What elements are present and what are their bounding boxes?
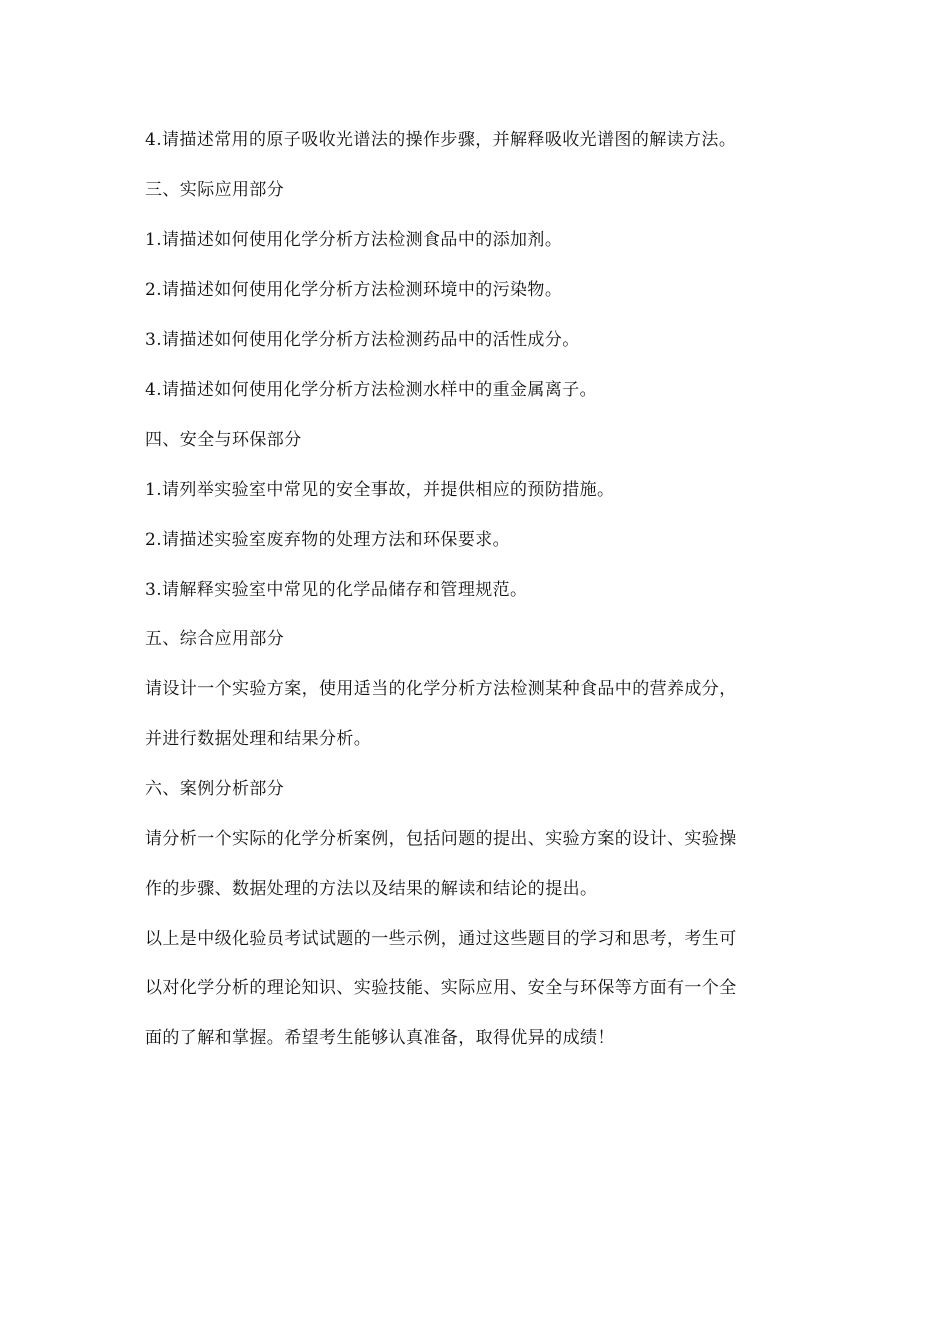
safety-question-1: 1.请列举实验室中常见的安全事故，并提供相应的预防措施。 [145,480,615,500]
section-heading-case-analysis: 六、案例分析部分 [145,779,285,799]
practical-question-4: 4.请描述如何使用化学分析方法检测水样中的重金属离子。 [145,380,598,400]
practical-question-3: 3.请描述如何使用化学分析方法检测药品中的活性成分。 [145,330,580,350]
comprehensive-question-line-2: 并进行数据处理和结果分析。 [145,729,372,749]
safety-question-3: 3.请解释实验室中常见的化学品储存和管理规范。 [145,580,528,600]
conclusion-line-3: 面的了解和掌握。希望考生能够认真准备，取得优异的成绩！ [145,1028,615,1048]
practical-question-2: 2.请描述如何使用化学分析方法检测环境中的污染物。 [145,280,563,300]
conclusion-line-2: 以对化学分析的理论知识、实验技能、实际应用、安全与环保等方面有一个全 [145,978,737,998]
question-4-atomic-absorption: 4.请描述常用的原子吸收光谱法的操作步骤，并解释吸收光谱图的解读方法。 [145,130,737,150]
case-analysis-line-1: 请分析一个实际的化学分析案例，包括问题的提出、实验方案的设计、实验操 [145,829,737,849]
case-analysis-line-2: 作的步骤、数据处理的方法以及结果的解读和结论的提出。 [145,879,598,899]
section-heading-practical-application: 三、实际应用部分 [145,180,285,200]
comprehensive-question-line-1: 请设计一个实验方案，使用适当的化学分析方法检测某种食品中的营养成分， [145,679,737,699]
safety-question-2: 2.请描述实验室废弃物的处理方法和环保要求。 [145,530,511,550]
practical-question-1: 1.请描述如何使用化学分析方法检测食品中的添加剂。 [145,230,563,250]
section-heading-safety-environment: 四、安全与环保部分 [145,430,302,450]
section-heading-comprehensive-application: 五、综合应用部分 [145,629,285,649]
conclusion-line-1: 以上是中级化验员考试试题的一些示例，通过这些题目的学习和思考，考生可 [145,929,737,949]
